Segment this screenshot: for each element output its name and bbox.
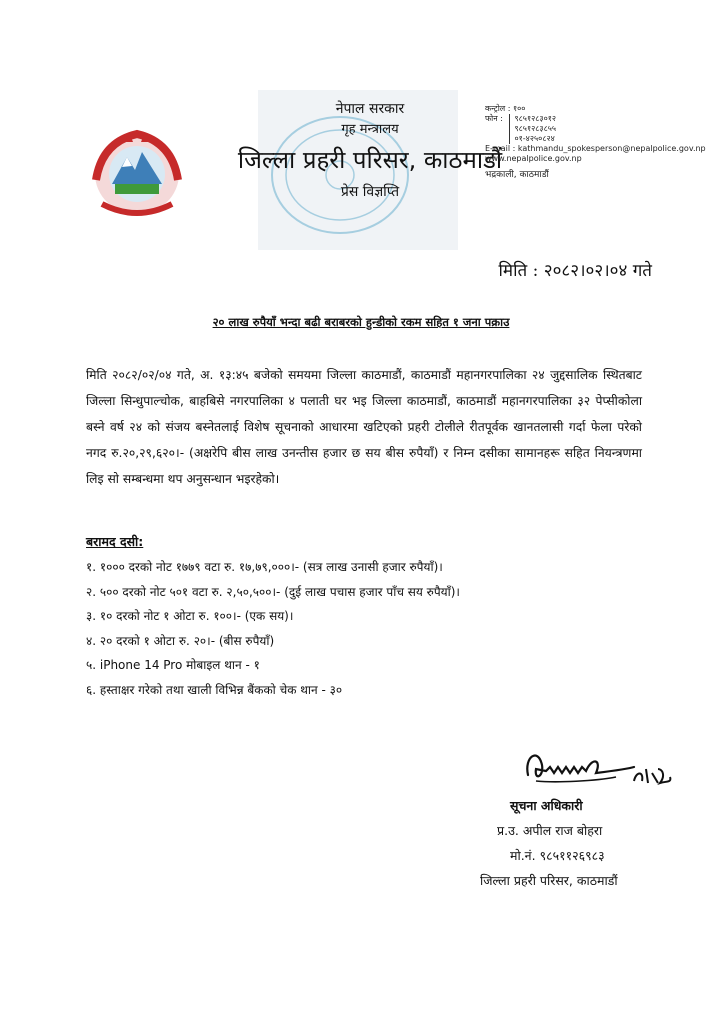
- ministry-name: गृह मन्त्रालय: [341, 122, 399, 137]
- website: www.nepalpolice.gov.np: [485, 154, 582, 163]
- recovered-items-list: [86, 555, 460, 702]
- address: भद्रकाली, काठमाडौं: [485, 170, 549, 180]
- signature-icon: [516, 737, 676, 797]
- contact-block: [485, 104, 706, 180]
- subject-text: २० लाख रुपैयाँ भन्दा बढी बराबरको हुन्डीको रकम सहित १ जना पक्राउ: [212, 315, 510, 329]
- phone-block: [485, 114, 706, 144]
- signatory-mobile: मो.नं. ९८५११२६९८३: [510, 848, 605, 863]
- control-number: कन्ट्रोल : १००: [485, 104, 526, 113]
- items-heading: बरामद दसी:: [86, 534, 144, 549]
- phone-label: फोन :: [485, 114, 503, 123]
- list-item: १. १००० दरको नोट १७७९ वटा रु. १७,७९,०००।- (सत्र लाख उनासी हजार रुपैयाँ)।: [86, 560, 443, 574]
- phone-number: ०१-४२५०८२४: [514, 134, 555, 143]
- signatory-office: जिल्ला प्रहरी परिसर, काठमाडौं: [480, 873, 618, 888]
- phone-number: ९८५१२८३८५५: [514, 124, 557, 133]
- body-paragraph: मिति २०८२/०२/०४ गते, अ. १३:४५ बजेको समयमा जिल्ला काठमाडौं, काठमाडौं महानगरपालिका २४ जुद्दसालिक स्थितबाट जिल्ला सिन्धुपाल्चोक, बाहबिसे नगरपालिका ४ पलाती घर भइ जिल्ला काठमाडौं, काठमाडौं महानगरपालिका ३२ पेप्सीकोला बस्ने वर्ष २४ को संजय बस्नेतलाई विशेष सूचनाको आधारमा खटिएको प्रहरी टोलीले रीतपूर्वक खानतलासी गर्दा फेला परेको नगद रु.२०,२९,६२०।- (अक्षरेपि बीस लाख उनन्तीस हजार छ सय बीस रुपैयाँ) र निम्न दसीका सामानहरू सहित नियन्त्रणमा लिइ सो सम्बन्धमा थप अनुसन्धान भइरहेको।: [86, 368, 642, 486]
- list-item: ४. २० दरको १ ओटा रु. २०।- (बीस रुपैयाँ): [86, 633, 275, 648]
- list-item: ३. १० दरको नोट १ ओटा रु. १००।- (एक सय)।: [86, 609, 294, 623]
- subject-line: [0, 315, 722, 330]
- document-type: प्रेस विज्ञप्ति: [340, 184, 400, 200]
- nepal-emblem-icon: [82, 122, 192, 222]
- signatory-title: सूचना अधिकारी: [510, 798, 583, 813]
- list-item: २. ५०० दरको नोट ५०१ वटा रु. २,५०,५००।- (दुई लाख पचास हजार पाँच सय रुपैयाँ)।: [86, 584, 460, 599]
- list-item: ५. iPhone 14 Pro मोबाइल थान - १: [86, 658, 260, 672]
- date-line: मिति : २०८२।०२।०४ गते: [498, 261, 652, 281]
- list-item: ६. हस्ताक्षर गरेको तथा खाली विभिन्न बैंकको चेक थान - ३०: [86, 682, 343, 697]
- govt-name: नेपाल सरकार: [335, 101, 405, 117]
- office-name: जिल्ला प्रहरी परिसर, काठमाडौं: [237, 146, 503, 174]
- signatory-name: प्र.उ. अपील राज बोहरा: [497, 823, 603, 838]
- phone-list: [509, 114, 556, 144]
- phone-number: ९८५१२८३०१२: [514, 114, 557, 123]
- email: E-mail : kathmandu_spokesperson@nepalpolice.gov.np: [485, 144, 706, 153]
